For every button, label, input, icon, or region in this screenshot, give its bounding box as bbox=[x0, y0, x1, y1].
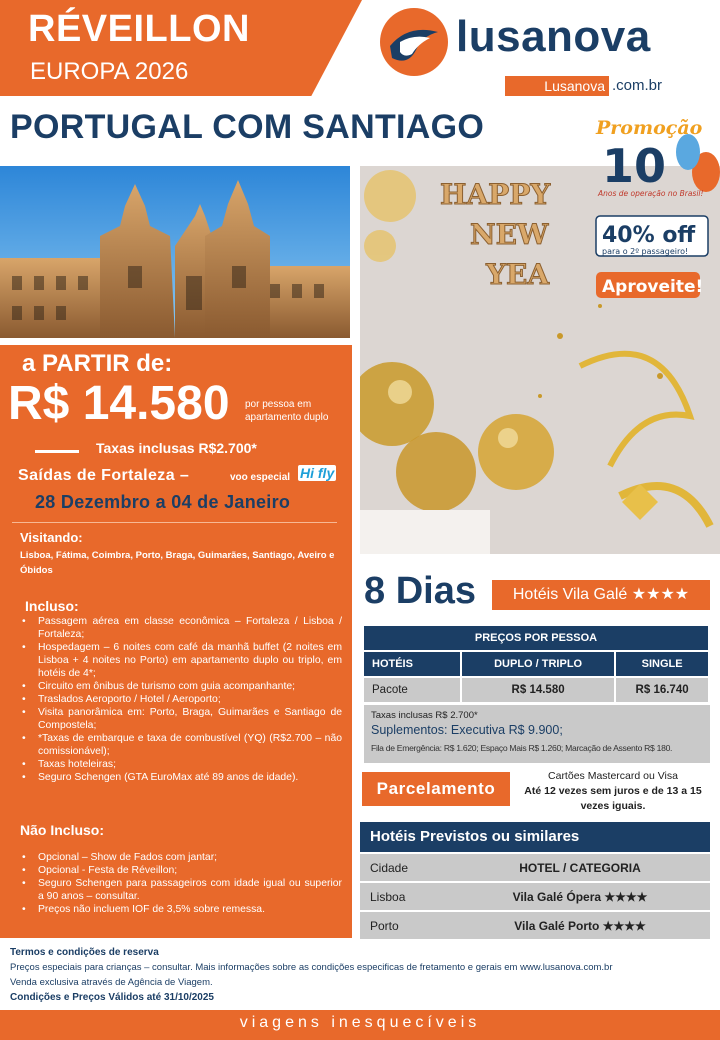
column-header: SINGLE bbox=[616, 652, 708, 676]
list-item: • Preços não incluem IOF de 3,5% sobre remessa. bbox=[20, 903, 342, 916]
not-included-label: Não Incluso: bbox=[20, 822, 105, 838]
included-list bbox=[20, 615, 342, 784]
happy-text: HAPPY bbox=[440, 178, 551, 211]
divider bbox=[12, 522, 337, 523]
table-row bbox=[360, 854, 710, 881]
trip-duration: 8 Dias bbox=[364, 570, 476, 612]
list-item: • Hospedagem – 6 noites com café da manhã buffet (2 noites em Lisboa + 4 noites no Porto) em apartamento duplo ou triplo, em hotéis de 4*; bbox=[20, 641, 342, 680]
not-included-list bbox=[20, 851, 342, 916]
year-text: YEA bbox=[486, 258, 550, 291]
table-row bbox=[360, 912, 710, 939]
list-item: • Opcional - Festa de Réveillon; bbox=[20, 864, 342, 877]
footer-slogan: viagens inesquecíveis bbox=[239, 1014, 481, 1031]
list-item: • Circuito em ônibus de turismo com guia acompanhante; bbox=[20, 680, 342, 693]
table-cell: HOTEL / CATEGORIA bbox=[450, 854, 710, 881]
taxes-included: Taxas inclusas R$2.700* bbox=[96, 440, 257, 456]
table-row bbox=[360, 883, 710, 910]
terms-validity: Condições e Preços Válidos até 31/10/2025 bbox=[10, 992, 214, 1003]
hotels-section-title: Hotéis Previstos ou similares bbox=[360, 822, 710, 852]
page-title: PORTUGAL COM SANTIAGO bbox=[10, 108, 485, 146]
cathedral-photo bbox=[0, 166, 350, 338]
price-table bbox=[362, 624, 710, 704]
visiting-label: Visitando: bbox=[20, 530, 83, 545]
promo-line1: Promoção bbox=[596, 117, 703, 139]
table-cell: Cidade bbox=[360, 854, 450, 881]
list-item: • *Taxas de embarque e taxa de combustível (YQ) (R$2.700 – não comissionável); bbox=[20, 732, 342, 758]
supplements-label: Suplementos: Executiva bbox=[371, 723, 506, 737]
divider bbox=[35, 450, 79, 453]
special-flight-label: voo especial bbox=[230, 472, 291, 483]
column-header: DUPLO / TRIPLO bbox=[462, 652, 614, 676]
list-item: • Seguro Schengen para passageiros com idade igual ou superior a 90 anos – consultar. bbox=[20, 877, 342, 903]
installments-badge: Parcelamento bbox=[362, 772, 510, 806]
visiting-cities: Lisboa, Fátima, Coimbra, Porto, Braga, Guimarães, Santiago, Aveiro e Óbidos bbox=[20, 550, 335, 576]
table-cell: Porto bbox=[360, 912, 450, 939]
hotels-badge: Hotéis Vila Galé ★★★★ bbox=[492, 580, 710, 610]
hotels-table bbox=[360, 852, 710, 941]
column-header: HOTÉIS bbox=[364, 652, 460, 676]
list-item: • Passagem aérea em classe econômica – Fortaleza / Lisboa / Fortaleza; bbox=[20, 615, 342, 641]
note-supplements bbox=[371, 723, 563, 737]
table-cell: R$ 14.580 bbox=[462, 678, 614, 702]
list-item: • Seguro Schengen (GTA EuroMax até 89 anos de idade). bbox=[20, 771, 342, 784]
header-title: RÉVEILLON bbox=[28, 8, 250, 50]
travel-dates: 28 Dezembro a 04 de Janeiro bbox=[35, 492, 291, 512]
promo-badge[interactable] bbox=[588, 112, 720, 304]
promo-discount: 40% off bbox=[602, 223, 696, 248]
table-cell: R$ 16.740 bbox=[616, 678, 708, 702]
header-subtitle: EUROPA 2026 bbox=[30, 58, 189, 85]
main-price: R$ 14.580 bbox=[8, 377, 230, 430]
table-cell: Vila Galé Porto ★★★★ bbox=[450, 912, 710, 939]
list-item: • Visita panorâmica em: Porto, Braga, Guimarães e Santiago de Compostela; bbox=[20, 706, 342, 732]
terms-line: Venda exclusiva através de Agência de Viagem. bbox=[10, 977, 213, 988]
lusanova-logo-icon bbox=[378, 6, 450, 78]
site-name[interactable]: Lusanova bbox=[505, 76, 609, 96]
installments-line1: Cartões Mastercard ou Visa bbox=[548, 770, 678, 782]
promo-number: 10 bbox=[602, 139, 667, 193]
list-item: • Taxas hoteleiras; bbox=[20, 758, 342, 771]
note-taxes: Taxas inclusas R$ 2.700* bbox=[371, 710, 478, 721]
terms-line: Preços especiais para crianças – consultar. Mais informações sobre as condições especificas de fretamento e gerais em www.lusanova.com.br bbox=[10, 962, 613, 973]
promo-discount-sub: para o 2º passageiro! bbox=[602, 247, 689, 256]
table-cell: Lisboa bbox=[360, 883, 450, 910]
note-seat-fees: Fila de Emergência: R$ 1.620; Espaço Mais R$ 1.260; Marcação de Assento R$ 180. bbox=[371, 743, 673, 753]
price-table-title: PREÇOS POR PESSOA bbox=[364, 626, 708, 650]
list-item: • Traslados Aeroporto / Hotel / Aeroporto; bbox=[20, 693, 342, 706]
supplements-value: R$ 9.900; bbox=[505, 723, 563, 737]
hifly-logo: Hi fly bbox=[300, 465, 335, 481]
included-label: Incluso: bbox=[25, 598, 79, 614]
price-note: por pessoa em apartamento duplo bbox=[245, 399, 329, 423]
installments-text bbox=[516, 769, 710, 814]
list-item: • Opcional – Show de Fados com jantar; bbox=[20, 851, 342, 864]
departures-label: Saídas de Fortaleza – bbox=[18, 467, 190, 484]
promo-cta: Aproveite! bbox=[602, 277, 704, 297]
table-cell: Pacote bbox=[364, 678, 460, 702]
table-cell: Vila Galé Ópera ★★★★ bbox=[450, 883, 710, 910]
new-text: NEW bbox=[470, 218, 549, 251]
logo-wordmark: lusanova bbox=[456, 12, 651, 61]
promo-anos: Anos de operação no Brasil! bbox=[598, 189, 704, 198]
installments-line2: Até 12 vezes sem juros e de 13 a 15 vezes iguais. bbox=[524, 785, 702, 812]
price-from-label: a PARTIR de: bbox=[22, 350, 173, 377]
terms-title: Termos e condições de reserva bbox=[10, 947, 159, 958]
site-tld[interactable]: .com.br bbox=[612, 77, 663, 94]
